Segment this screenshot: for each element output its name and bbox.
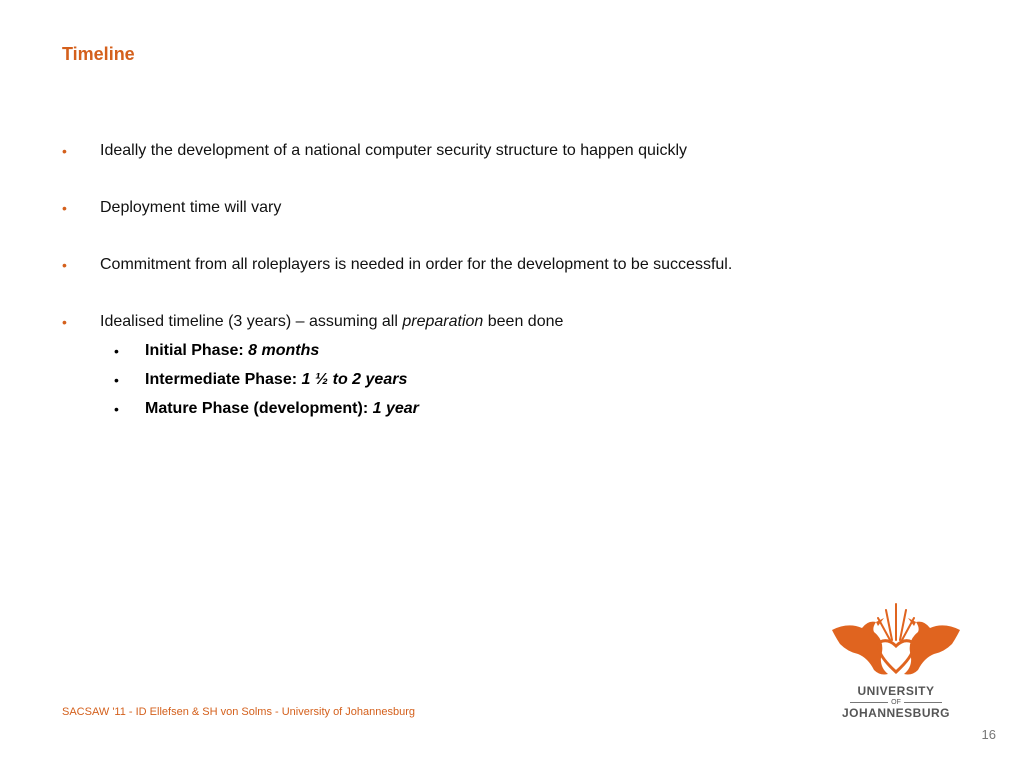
bullet-icon: •: [114, 401, 119, 417]
bullet-icon: •: [114, 372, 119, 388]
phase-value: 1 year: [372, 400, 419, 417]
logo-line-of: OF: [828, 698, 964, 707]
bullet-text-prefix: Idealised timeline (3 years) – assuming all: [100, 313, 403, 330]
slide-title: Timeline: [62, 44, 135, 64]
bullet-list: [62, 140, 962, 427]
page-number: 16: [981, 727, 996, 742]
footer-text: SACSAW '11 - ID Ellefsen & SH von Solms - University of Johannesburg: [62, 706, 416, 718]
phase-label: Mature Phase (development):: [145, 400, 373, 417]
list-item: [62, 197, 962, 219]
bullet-text-suffix: been done: [483, 313, 564, 330]
university-logo-text: [828, 685, 964, 720]
bullet-text: Ideally the development of a national computer security structure to happen quickly: [100, 142, 687, 159]
bullet-text-emphasis: preparation: [402, 313, 484, 330]
phase-value: 8 months: [248, 342, 320, 359]
list-item: [62, 311, 962, 333]
list-item: [62, 254, 962, 276]
list-item: [62, 140, 962, 162]
bullet-text: Deployment time will vary: [100, 199, 282, 216]
sub-list-item: [62, 369, 962, 398]
logo-line-university: UNIVERSITY: [857, 684, 935, 698]
sub-list-item: [62, 340, 962, 369]
bullet-icon: •: [62, 143, 67, 159]
phase-label: Initial Phase:: [145, 342, 249, 359]
bullet-icon: •: [62, 200, 67, 216]
phase-label: Intermediate Phase:: [145, 371, 302, 388]
bullet-icon: •: [114, 343, 119, 359]
bullet-icon: •: [62, 314, 67, 330]
phase-value: 1 ½ to 2 years: [301, 371, 408, 388]
logo-line-johannesburg: JOHANNESBURG: [841, 706, 950, 720]
bullet-icon: •: [62, 257, 67, 273]
sub-list-item: [62, 398, 962, 427]
bullet-text: Commitment from all roleplayers is needed in order for the development to be successful.: [100, 256, 733, 273]
